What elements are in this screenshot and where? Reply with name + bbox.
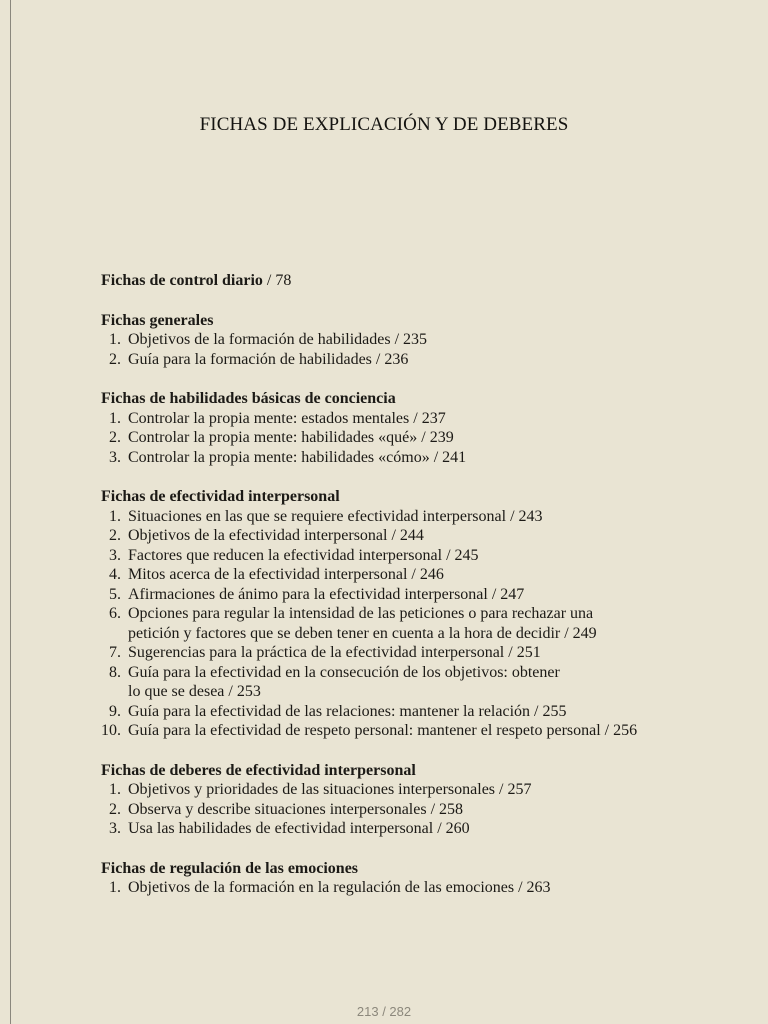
item-number: 1. — [109, 507, 121, 525]
item-text: Objetivos de la formación en la regulación de las emociones / 263 — [128, 879, 551, 896]
toc-list-item — [101, 604, 721, 643]
item-text: Objetivos y prioridades de las situaciones interpersonales / 257 — [128, 781, 532, 798]
toc-list-item — [101, 546, 721, 566]
item-text: Guía para la efectividad en la consecución de los objetivos: obtener — [128, 663, 560, 681]
item-text: Situaciones en las que se requiere efectividad interpersonal / 243 — [128, 507, 543, 525]
page-title: FICHAS DE EXPLICACIÓN Y DE DEBERES — [199, 114, 569, 135]
item-number: 9. — [109, 702, 121, 720]
item-number: 2. — [109, 527, 121, 544]
item-number: 8. — [109, 663, 121, 681]
item-number: 1. — [109, 879, 121, 896]
toc-list-item — [101, 526, 721, 546]
section-heading — [101, 859, 721, 879]
toc-list-item — [101, 819, 721, 839]
item-number: 3. — [109, 820, 121, 837]
item-number: 2. — [109, 429, 121, 446]
page-number-indicator: 213 / 282 — [356, 1004, 412, 1019]
toc-section — [101, 389, 721, 467]
item-text: Objetivos de la formación de habilidades / 235 — [128, 331, 428, 348]
item-number: 2. — [109, 350, 121, 368]
item-text: Sugerencias para la práctica de la efectividad interpersonal / 251 — [128, 644, 541, 661]
section-heading — [101, 761, 721, 781]
page-edge-rule — [10, 0, 11, 1024]
item-number: 10. — [101, 722, 121, 739]
toc-list-item — [101, 721, 721, 741]
toc-list-item — [101, 428, 721, 448]
toc-list-item — [101, 643, 721, 663]
item-text: Guía para la efectividad de las relaciones: mantener la relación / 255 — [128, 702, 567, 720]
item-number: 1. — [109, 409, 121, 427]
item-text-continuation: petición y factores que se deben tener en cuenta a la hora de decidir / 249 — [128, 624, 597, 642]
item-number: 4. — [109, 566, 121, 583]
toc-section — [101, 859, 721, 898]
toc-list-item — [101, 565, 721, 585]
item-text: Afirmaciones de ánimo para la efectividad interpersonal / 247 — [128, 585, 525, 603]
item-text: Observa y describe situaciones interpersonales / 258 — [128, 800, 464, 818]
item-text: Guía para la efectividad de respeto personal: mantener el respeto personal / 256 — [128, 722, 638, 739]
item-number: 3. — [109, 448, 121, 466]
section-heading — [101, 389, 721, 409]
item-number: 2. — [109, 800, 121, 818]
section-heading-text: Fichas de regulación de las emociones — [101, 859, 359, 877]
toc-list-item — [101, 663, 721, 702]
item-number: 6. — [109, 605, 121, 622]
item-text: Objetivos de la efectividad interpersonal / 244 — [128, 527, 424, 544]
toc-list-item — [101, 409, 721, 429]
toc-list-item — [101, 780, 721, 800]
section-heading — [101, 271, 721, 291]
section-heading — [101, 487, 721, 507]
item-text: Controlar la propia mente: habilidades «cómo» / 241 — [128, 448, 467, 466]
toc-list-item — [101, 448, 721, 468]
item-number: 3. — [109, 546, 121, 564]
item-text: Mitos acerca de la efectividad interpersonal / 246 — [128, 566, 444, 583]
toc-section — [101, 761, 721, 839]
item-text: Controlar la propia mente: estados mentales / 237 — [128, 409, 446, 427]
toc-section — [101, 487, 721, 741]
section-heading-text: Fichas de deberes de efectividad interpersonal — [101, 761, 416, 779]
item-number: 7. — [109, 644, 121, 661]
item-text: Opciones para regular la intensidad de las peticiones o para rechazar una — [128, 605, 594, 622]
toc-list-item — [101, 350, 721, 370]
item-number: 1. — [109, 331, 121, 348]
toc-list-item — [101, 878, 721, 898]
section-heading-text: Fichas de efectividad interpersonal — [101, 488, 340, 505]
item-text: Guía para la formación de habilidades / 236 — [128, 350, 409, 368]
toc-list-item — [101, 702, 721, 722]
toc-list-item — [101, 507, 721, 527]
item-text-continuation: lo que se desea / 253 — [128, 683, 261, 700]
section-heading-text: Fichas de control diario — [101, 272, 263, 289]
toc-list-item — [101, 330, 721, 350]
toc-list-item — [101, 585, 721, 605]
item-number: 5. — [109, 585, 121, 603]
toc-list-item — [101, 800, 721, 820]
section-heading-text: Fichas de habilidades básicas de conciencia — [101, 390, 396, 407]
item-number: 1. — [109, 781, 121, 798]
section-page-ref: / 78 — [262, 272, 292, 289]
toc-section — [101, 271, 721, 291]
section-heading — [101, 311, 721, 331]
section-heading-text: Fichas generales — [101, 311, 214, 329]
toc-section — [101, 311, 721, 370]
item-text: Factores que reducen la efectividad interpersonal / 245 — [128, 546, 479, 564]
table-of-contents — [101, 271, 721, 918]
item-text: Usa las habilidades de efectividad interpersonal / 260 — [128, 820, 470, 837]
item-text: Controlar la propia mente: habilidades «qué» / 239 — [128, 429, 454, 446]
